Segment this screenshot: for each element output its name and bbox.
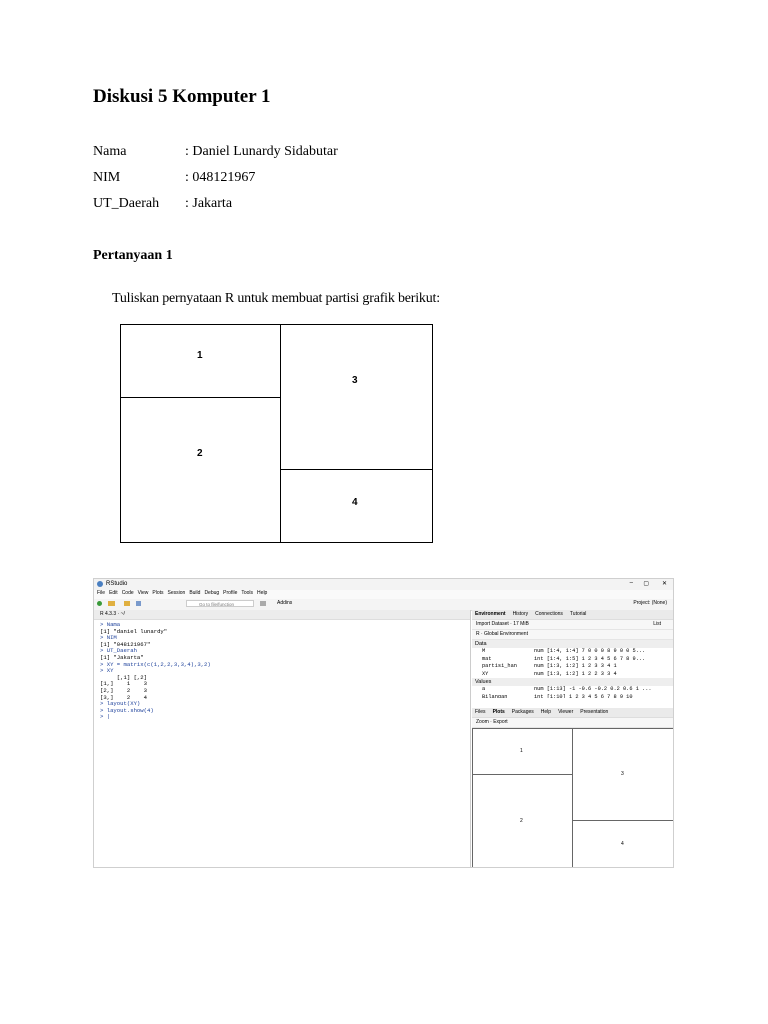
open-file-icon[interactable]: [124, 601, 130, 606]
field-value-ut-daerah: : Jakarta: [185, 196, 233, 211]
minimize-icon[interactable]: –: [629, 580, 633, 586]
tab-plots[interactable]: Plots: [492, 709, 505, 715]
env-var-value: int [1:4, 1:5] 1 2 3 4 5 6 7 8 9...: [534, 655, 646, 662]
import-dataset-button[interactable]: Import Dataset · 17 MiB: [476, 621, 529, 627]
console-line: [1] "daniel lunardy": [100, 627, 168, 635]
env-row[interactable]: [472, 686, 674, 694]
environment-pane: [472, 610, 674, 707]
close-icon[interactable]: ✕: [661, 581, 667, 587]
env-var-name: XY: [482, 670, 489, 677]
console-line: > Nama: [100, 621, 121, 628]
zoom-export-buttons[interactable]: Zoom · Export: [476, 719, 508, 725]
tab-files[interactable]: Files: [475, 709, 486, 715]
plot-label-1: 1: [520, 748, 523, 754]
tab-viewer[interactable]: Viewer: [558, 709, 574, 715]
window-title: RStudio: [106, 581, 128, 587]
layout-label-1: 1: [197, 350, 203, 361]
layout-cell-1: [120, 324, 281, 398]
layout-label-2: 2: [197, 448, 203, 459]
menu-profile[interactable]: Profile: [223, 590, 238, 596]
console-line: > |: [100, 713, 111, 721]
env-var-name: Bilangan: [482, 693, 508, 698]
env-row[interactable]: [472, 663, 674, 671]
tab-packages[interactable]: Packages: [511, 709, 534, 715]
tab-presentation[interactable]: Presentation: [580, 709, 609, 715]
plot-label-3: 3: [621, 771, 624, 777]
project-menu[interactable]: Project: (None): [633, 600, 667, 606]
env-var-name: M: [482, 648, 486, 654]
question-instruction: Tuliskan pernyataan R untuk membuat partisi grafik berikut:: [112, 291, 440, 306]
env-scope[interactable]: R · Global Environment: [472, 630, 674, 640]
env-var-value: num [1:13] -1 -0.6 -0.2 0.2 0.6 1 ...: [534, 686, 652, 692]
plot-label-2: 2: [520, 818, 523, 824]
field-value-nama: : Daniel Lunardy Sidabutar: [185, 144, 338, 159]
field-label-ut-daerah: UT_Daerah: [93, 196, 160, 211]
new-file-icon[interactable]: [97, 601, 102, 606]
plot-tabs: [472, 708, 674, 718]
menu-debug[interactable]: Debug: [204, 590, 220, 596]
tab-environment[interactable]: Environment: [475, 611, 506, 617]
grid-icon[interactable]: [260, 601, 266, 606]
console-path: R 4.3.3 · ~/: [100, 611, 125, 617]
save-icon[interactable]: [136, 601, 141, 606]
menu-code[interactable]: Code: [121, 590, 134, 596]
console-line: > XY = matrix(c(1,2,2,3,3,4),3,2): [100, 660, 211, 668]
env-var-name: a: [482, 686, 486, 692]
menu-session[interactable]: Session: [167, 590, 186, 596]
env-row[interactable]: [472, 656, 674, 664]
console-line: > NIM: [100, 634, 117, 642]
maximize-icon[interactable]: ▢: [643, 581, 649, 587]
console-output[interactable]: [94, 620, 470, 721]
plot-toolbar: [472, 718, 674, 728]
rstudio-titlebar: [94, 579, 673, 590]
console-pane: [94, 610, 471, 868]
env-var-value: num [1:3, 1:2] 1 2 3 3 4 1: [534, 663, 617, 669]
menu-tools[interactable]: Tools: [241, 590, 254, 596]
console-line: [,1] [,2]: [100, 673, 147, 681]
field-label-nama: Nama: [93, 144, 127, 159]
plot-canvas: [472, 728, 674, 868]
layout-label-4: 4: [352, 497, 358, 508]
console-line: [1] "048121967": [100, 640, 151, 648]
console-line: > layout.show(4): [100, 706, 154, 714]
rstudio-screenshot: [93, 578, 674, 868]
rstudio-logo-icon: [97, 581, 103, 587]
env-row[interactable]: [472, 694, 674, 698]
tab-help[interactable]: Help: [540, 709, 552, 715]
console-line: [1,] 1 3: [100, 680, 147, 688]
layout-cell-2: [120, 397, 281, 543]
menu-view[interactable]: View: [137, 590, 149, 596]
menu-edit[interactable]: Edit: [109, 590, 118, 596]
field-value-nim: : 048121967: [185, 170, 256, 185]
goto-file-input[interactable]: Go to file/function: [186, 600, 254, 607]
env-row[interactable]: [472, 648, 674, 656]
env-var-name: partisi_han: [482, 663, 517, 669]
env-tabs: [472, 610, 674, 620]
document-title: Diskusi 5 Komputer 1: [93, 86, 271, 107]
plots-pane: [472, 708, 674, 868]
console-line: [3,] 2 4: [100, 693, 147, 701]
layout-cell-3: [280, 324, 433, 470]
env-data-section: Data: [472, 640, 674, 648]
env-var-name: mat: [482, 655, 492, 662]
env-var-value: num [1:4, 1:4] 7 0 0 0 8 9 0 0 5...: [534, 648, 646, 654]
env-toolbar: [472, 620, 674, 630]
env-list-toggle[interactable]: List: [653, 621, 661, 627]
env-row[interactable]: [472, 671, 674, 679]
menu-bar: [94, 590, 673, 599]
tab-connections[interactable]: Connections: [535, 611, 563, 617]
console-line: [1] "Jakarta": [100, 653, 144, 661]
env-var-value: num [1:3, 1:2] 1 2 2 3 3 4: [534, 670, 617, 677]
env-values-section: Values: [472, 678, 674, 686]
console-line: > UT_Daerah: [100, 647, 137, 655]
plot-label-4: 4: [621, 841, 624, 847]
menu-plots[interactable]: Plots: [152, 590, 164, 596]
open-project-icon[interactable]: [108, 601, 115, 606]
console-line: > layout(XY): [100, 700, 141, 708]
field-label-nim: NIM: [93, 170, 121, 185]
tab-tutorial[interactable]: Tutorial: [569, 611, 587, 617]
addins-button[interactable]: Addins: [277, 600, 293, 606]
question-heading: Pertanyaan 1: [93, 248, 173, 263]
tab-history[interactable]: History: [512, 611, 529, 617]
env-var-value: int [1:10] 1 2 3 4 5 6 7 8 9 10: [534, 693, 633, 698]
menu-help[interactable]: Help: [257, 590, 268, 596]
console-line: > XY: [100, 667, 114, 675]
console-header: [94, 610, 470, 620]
console-line: [2,] 2 3: [100, 686, 147, 694]
menu-file[interactable]: File: [97, 590, 106, 596]
layout-label-3: 3: [352, 375, 358, 386]
menu-build[interactable]: Build: [189, 590, 201, 596]
